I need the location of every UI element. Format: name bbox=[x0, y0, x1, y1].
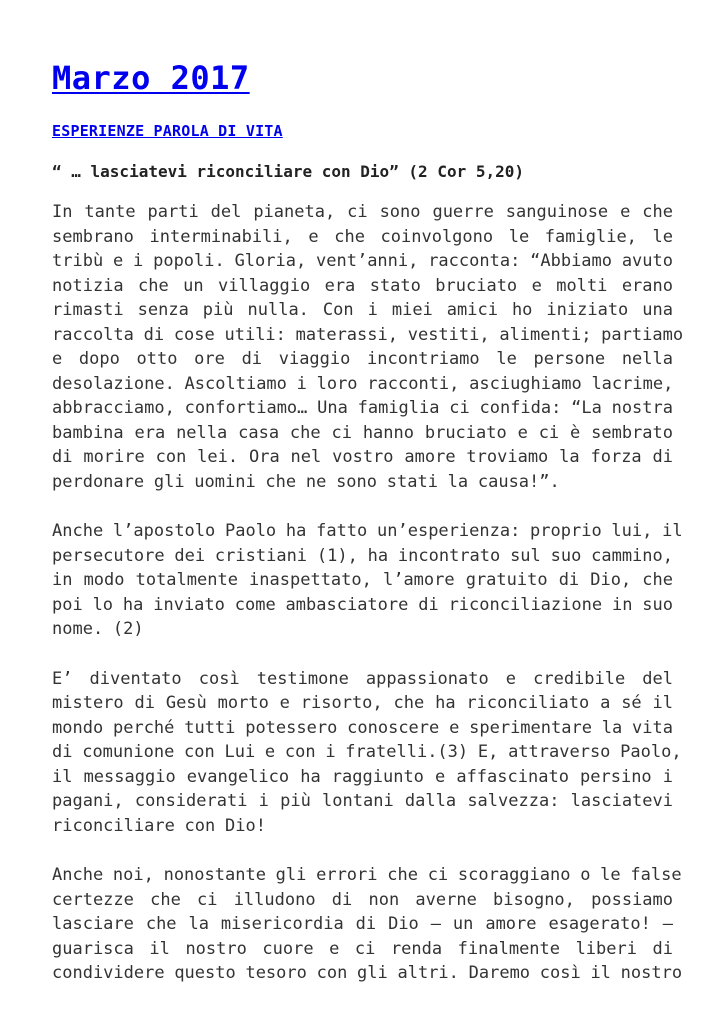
paragraph-line: mondo perché tutti potessero conoscere e sperimentare la vita bbox=[52, 717, 673, 738]
paragraph-line: di morire con lei. Ora nel vostro amore troviamo la forza di bbox=[52, 447, 673, 467]
paragraph-line: nome. (2) bbox=[52, 619, 144, 639]
paragraph-line: bambina era nella casa che ci hanno bruciato e ci è sembrato bbox=[52, 422, 673, 443]
page-title bbox=[52, 56, 250, 100]
paragraph-line: perdonare gli uomini che ne sono stati la causa!”. bbox=[52, 471, 560, 492]
paragraph-line: sembrano interminabili, e che coinvolgono le famiglie, le bbox=[52, 226, 673, 247]
paragraph-line: mistero di Gesù morto e risorto, che ha riconciliato a sé il bbox=[52, 693, 673, 713]
paragraph-line: il messaggio evangelico ha raggiunto e affascinato persino i bbox=[52, 766, 673, 787]
paragraph-line: condividere questo tesoro con gli altri. Daremo così il nostro bbox=[52, 963, 683, 983]
category-link[interactable]: ESPERIENZE PAROLA DI VITA bbox=[52, 122, 283, 140]
article-paragraph bbox=[52, 200, 684, 494]
paragraph-line: notizia che un villaggio era stato bruciato e molti erano bbox=[52, 275, 673, 296]
article-paragraph bbox=[52, 863, 683, 986]
paragraph-line: abbracciamo, confortiamo… Una famiglia ci confida: “La nostra bbox=[52, 398, 673, 418]
article-paragraph bbox=[52, 519, 683, 642]
article-paragraph bbox=[52, 667, 682, 839]
paragraph-line: in modo totalmente inaspettato, l’amore gratuito di Dio, che bbox=[52, 570, 673, 590]
article-subtitle: “ … lasciatevi riconciliare con Dio” (2 Cor 5,20) bbox=[52, 162, 525, 181]
paragraph-line: poi lo ha inviato come ambasciatore di riconciliazione in suo bbox=[52, 594, 673, 615]
paragraph-line: pagani, considerati i più lontani dalla salvezza: lasciatevi bbox=[52, 791, 673, 811]
paragraph-line: guarisca il nostro cuore e ci renda finalmente liberi di bbox=[52, 938, 673, 959]
paragraph-line: certezze che ci illudono di non averne bisogno, possiamo bbox=[52, 889, 673, 910]
paragraph-line: E’ diventato così testimone appassionato e credibile del bbox=[52, 668, 673, 689]
paragraph-line: persecutore dei cristiani (1), ha incontrato sul suo cammino, bbox=[52, 545, 673, 566]
paragraph-line: In tante parti del pianeta, ci sono guerre sanguinose e che bbox=[52, 202, 673, 222]
paragraph-line: desolazione. Ascoltiamo i loro racconti, asciughiamo lacrime, bbox=[52, 373, 674, 394]
paragraph-line: rimasti senza più nulla. Con i miei amici ho iniziato una bbox=[52, 300, 673, 320]
article-body bbox=[52, 200, 684, 1011]
category-label bbox=[52, 120, 283, 142]
paragraph-line: e dopo otto ore di viaggio incontriamo le persone nella bbox=[52, 349, 673, 369]
paragraph-line: Anche l’apostolo Paolo ha fatto un’esperienza: proprio lui, il bbox=[52, 521, 683, 541]
paragraph-line: riconciliare con Dio! bbox=[52, 815, 266, 836]
title-link[interactable]: Marzo 2017 bbox=[52, 59, 250, 97]
paragraph-line: Anche noi, nonostante gli errori che ci scoraggiano o le false bbox=[52, 865, 682, 885]
paragraph-line: lasciare che la misericordia di Dio – un amore esagerato! – bbox=[52, 914, 673, 934]
paragraph-line: tribù e i popoli. Gloria, vent’anni, racconta: “Abbiamo avuto bbox=[52, 251, 673, 271]
paragraph-line: raccolta di cose utili: materassi, vestiti, alimenti; partiamo bbox=[52, 324, 684, 345]
paragraph-line: di comunione con Lui e con i fratelli.(3) E, attraverso Paolo, bbox=[52, 742, 682, 762]
